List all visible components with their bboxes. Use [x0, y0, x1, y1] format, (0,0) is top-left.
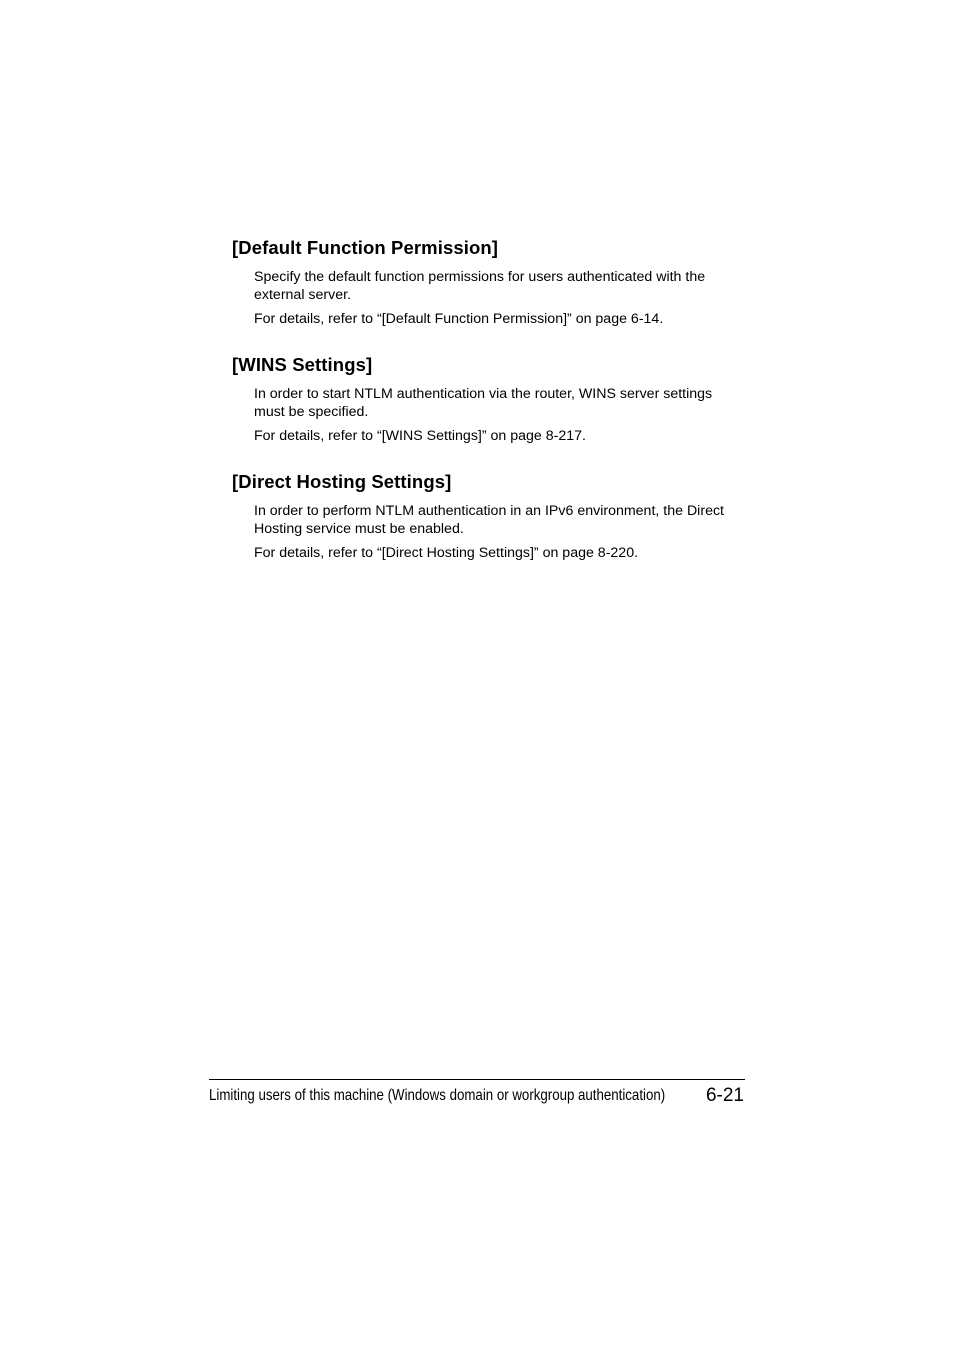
section-description: In order to perform NTLM authentication in an IPv6 environment, the Direct Hosting service must be enabled. [254, 503, 724, 537]
section-direct-hosting-settings [232, 471, 752, 562]
section-reference: For details, refer to “[Default Function Permission]” on page 6-14. [254, 311, 664, 327]
section-default-function-permission [232, 237, 752, 328]
section-body [254, 268, 744, 328]
section-heading: [Direct Hosting Settings] [232, 471, 452, 492]
section-wins-settings [232, 354, 752, 445]
section-heading: [Default Function Permission] [232, 237, 499, 258]
section-body [254, 385, 744, 445]
section-reference: For details, refer to “[WINS Settings]” on page 8-217. [254, 428, 586, 444]
section-heading: [WINS Settings] [232, 354, 373, 375]
section-reference: For details, refer to “[Direct Hosting Settings]” on page 8-220. [254, 545, 639, 561]
footer-page-number: 6-21 [705, 1085, 744, 1106]
section-description: Specify the default function permissions for users authenticated with the external server. [254, 269, 706, 303]
page-footer [209, 1079, 745, 1110]
footer-chapter-title: Limiting users of this machine (Windows domain or workgroup authentication) [209, 1087, 666, 1104]
section-description: In order to start NTLM authentication via the router, WINS server settings must be specified. [254, 386, 713, 420]
section-body [254, 502, 744, 562]
